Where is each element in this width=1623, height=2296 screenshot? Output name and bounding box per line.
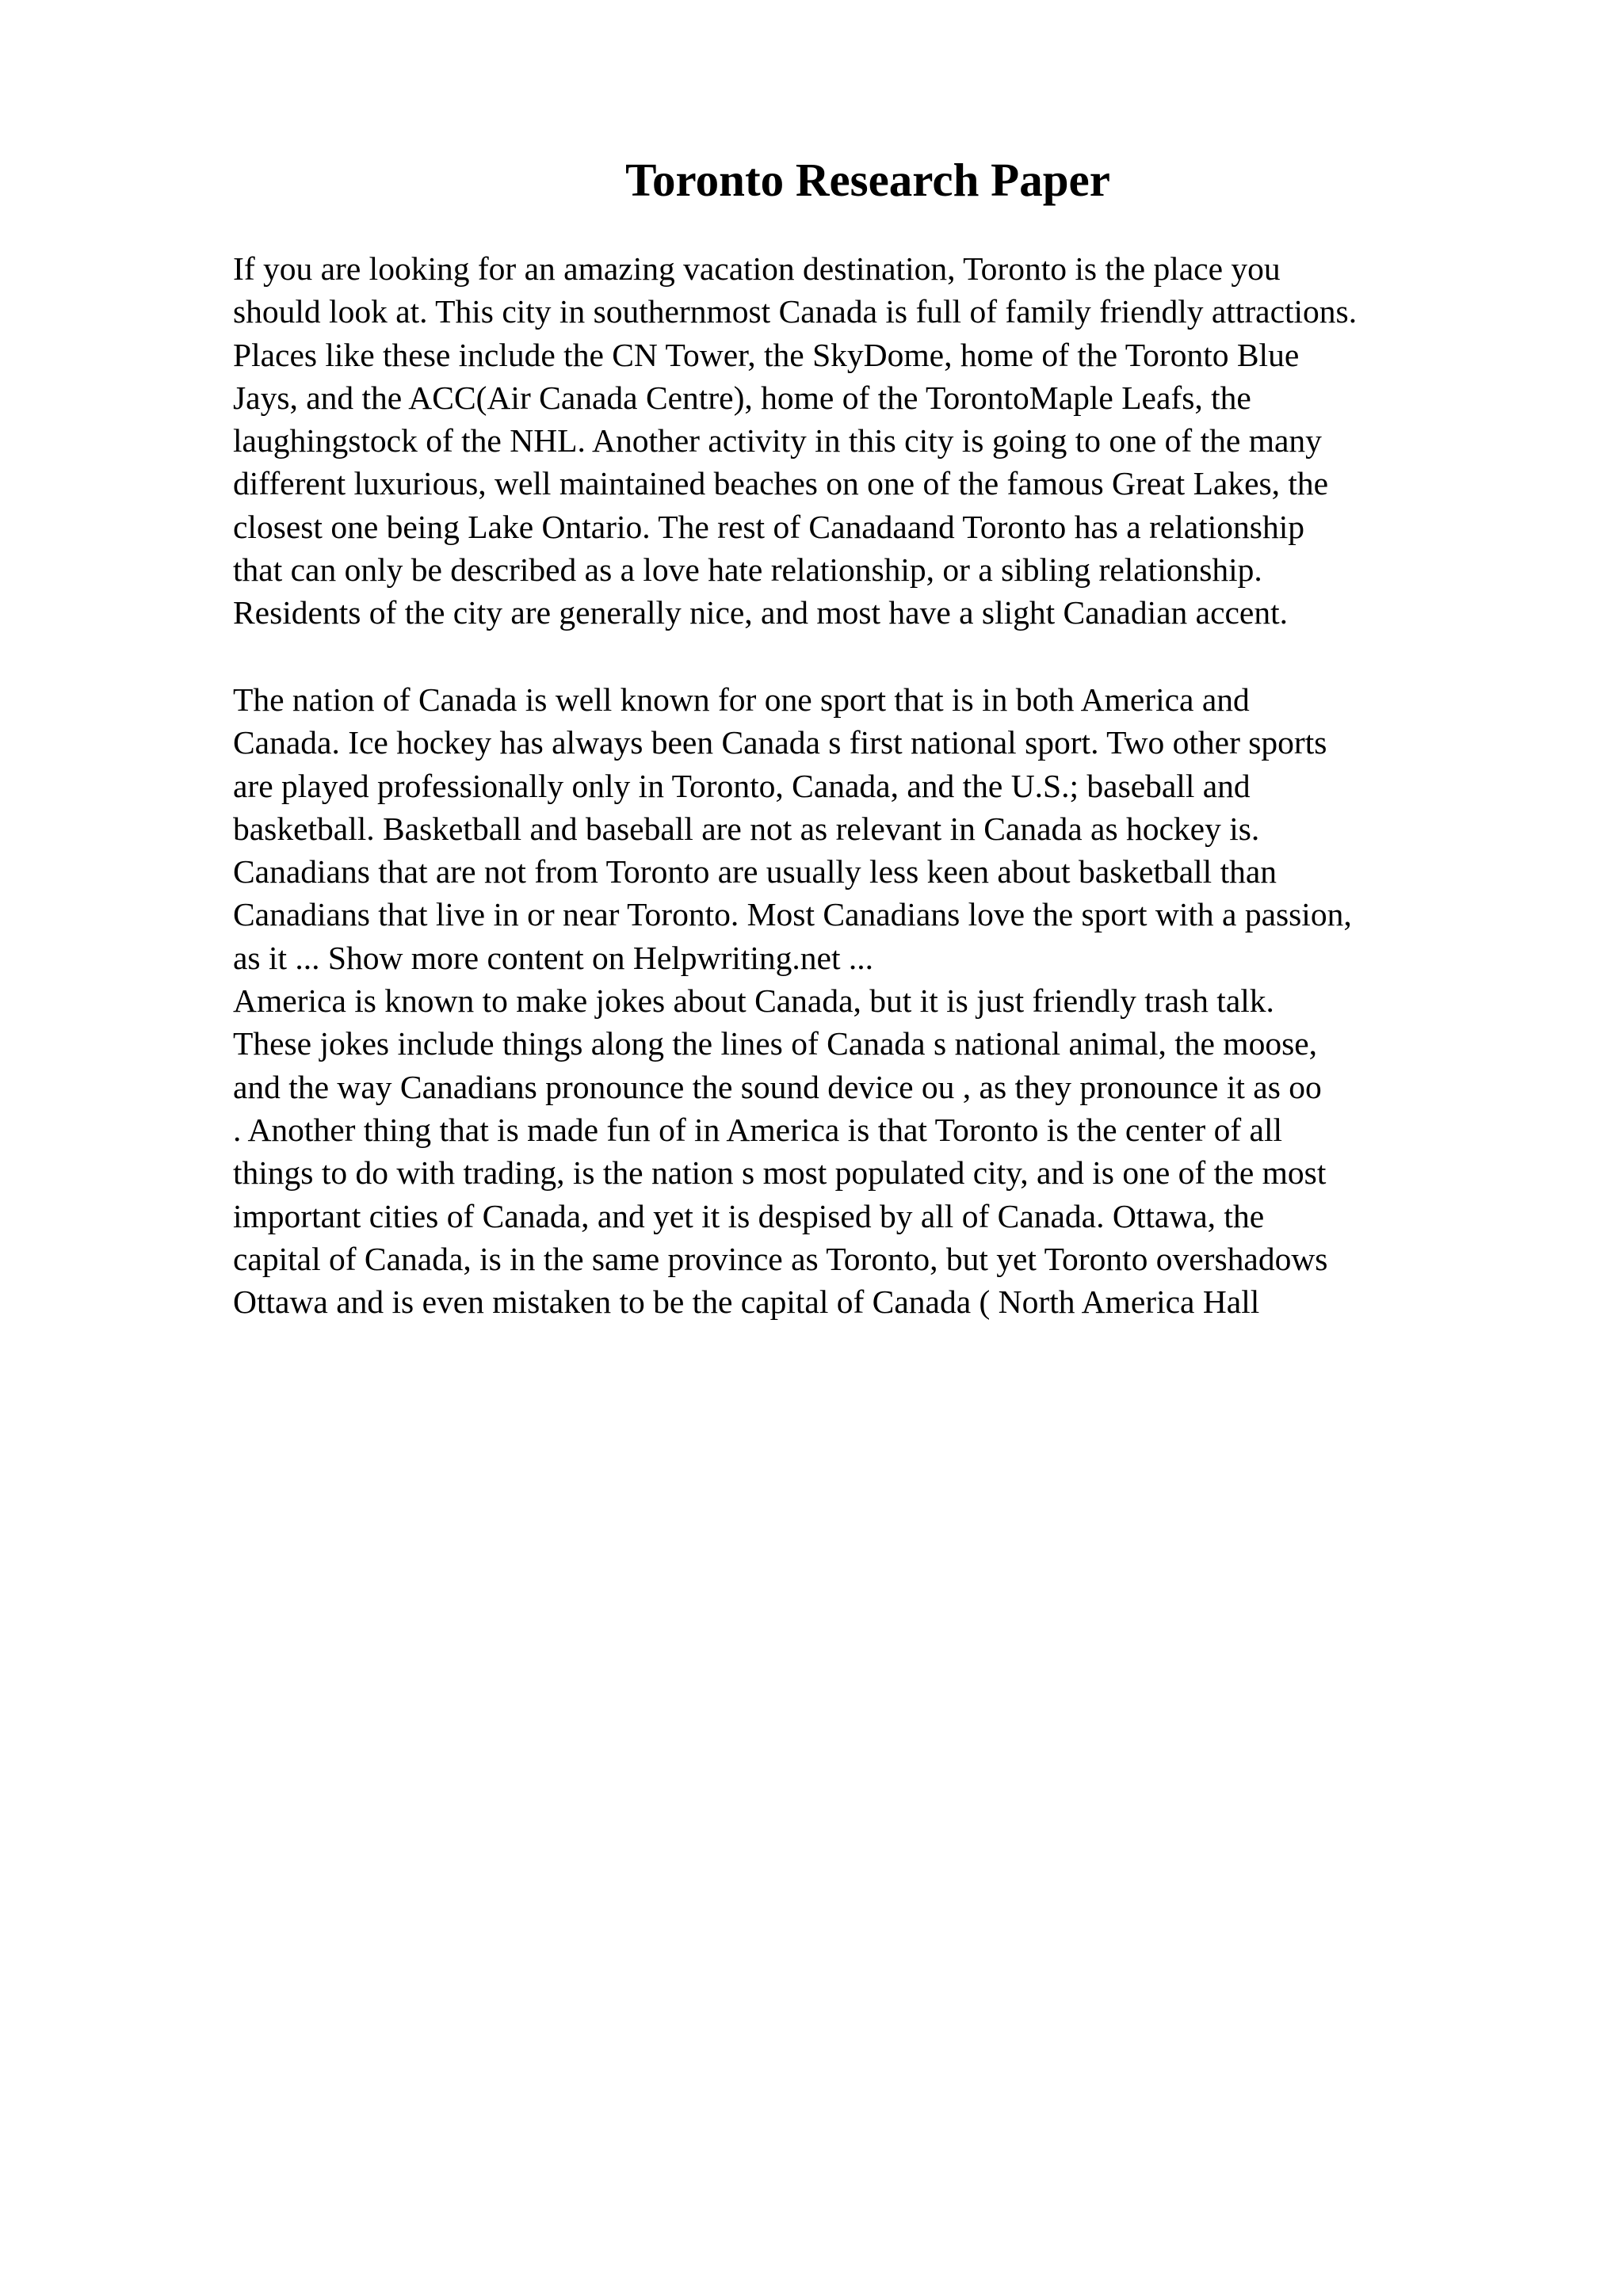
- paragraph-1: [233, 247, 1596, 635]
- text-line: laughingstock of the NHL. Another activity in this city is going to one of the many: [233, 422, 1322, 460]
- text-line: The nation of Canada is well known for one sport that is in both America and: [233, 681, 1250, 718]
- text-line: . Another thing that is made fun of in America is that Toronto is the center of all: [233, 1111, 1283, 1148]
- text-line: and the way Canadians pronounce the sound device ou , as they pronounce it as oo: [233, 1068, 1322, 1105]
- text-line: America is known to make jokes about Canada, but it is just friendly trash talk.: [233, 982, 1274, 1020]
- text-line: as it ... Show more content on Helpwriting.net ...: [233, 939, 873, 976]
- text-line: capital of Canada, is in the same province as Toronto, but yet Toronto overshadows: [233, 1240, 1328, 1277]
- text-line: Canada. Ice hockey has always been Canada s first national sport. Two other sports: [233, 724, 1327, 761]
- text-line: Ottawa and is even mistaken to be the capital of Canada ( North America Hall: [233, 1283, 1260, 1321]
- text-line: Residents of the city are generally nice, and most have a slight Canadian accent.: [233, 594, 1288, 631]
- text-line: Jays, and the ACC(Air Canada Centre), home of the TorontoMaple Leafs, the: [233, 379, 1251, 416]
- text-line: Canadians that live in or near Toronto. Most Canadians love the sport with a passion,: [233, 896, 1352, 933]
- paragraph-2: [233, 678, 1596, 1323]
- text-line: are played professionally only in Toronto, Canada, and the U.S.; baseball and: [233, 767, 1251, 804]
- text-line: important cities of Canada, and yet it is despised by all of Canada. Ottawa, the: [233, 1197, 1265, 1234]
- text-line: closest one being Lake Ontario. The rest of Canadaand Toronto has a relationship: [233, 508, 1304, 545]
- text-line: different luxurious, well maintained beaches on one of the famous Great Lakes, the: [233, 465, 1329, 502]
- text-line: Canadians that are not from Toronto are usually less keen about basketball than: [233, 853, 1277, 891]
- text-line: that can only be described as a love hate relationship, or a sibling relationship.: [233, 551, 1262, 589]
- text-line: These jokes include things along the lines of Canada s national animal, the moose,: [233, 1025, 1318, 1062]
- text-line: basketball. Basketball and baseball are not as relevant in Canada as hockey is.: [233, 810, 1260, 847]
- text-line: should look at. This city in southernmost Canada is full of family friendly attractions.: [233, 293, 1358, 330]
- document-title: Toronto Research Paper: [625, 154, 1110, 206]
- text-line: things to do with trading, is the nation s most populated city, and is one of the most: [233, 1154, 1327, 1192]
- text-line: Places like these include the CN Tower, the SkyDome, home of the Toronto Blue: [233, 336, 1300, 373]
- text-line: If you are looking for an amazing vacation destination, Toronto is the place you: [233, 250, 1281, 287]
